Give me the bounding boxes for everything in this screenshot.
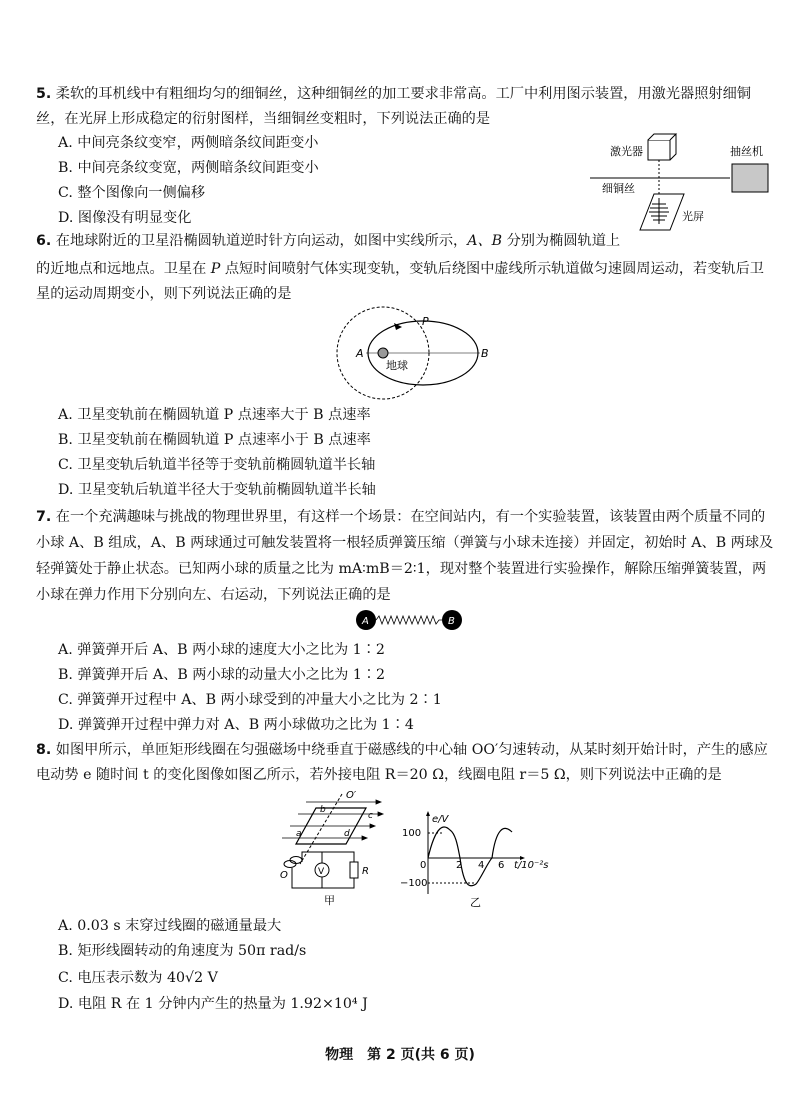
origin-label: 0 (420, 860, 427, 871)
point-b-label: B (481, 347, 489, 360)
question-5 (36, 82, 776, 132)
wire-label: 细铜丝 (602, 182, 635, 195)
question-8 (36, 738, 776, 788)
y-tick-neg100: −100 (400, 878, 428, 889)
option-b: B. 卫星变轨前在椭圆轨道 P 点速率小于 B 点速率 (58, 432, 371, 448)
question-6: 6. 在地球附近的卫星沿椭圆轨道逆时针方向运动，如图中实线所示，A、B 分别为椭圆轨道上 (36, 233, 621, 249)
label-a: a (296, 829, 302, 839)
resistor-r (350, 862, 358, 878)
sine-curve (428, 827, 512, 886)
label-b: b (320, 805, 326, 815)
wire-puller (732, 164, 768, 192)
earth-icon (378, 348, 388, 358)
coil-figure-jia (270, 790, 400, 908)
option-c: C. 弹簧弹开过程中 A、B 两小球受到的冲量大小之比为 2∶1 (58, 692, 442, 708)
option-b: B. 中间亮条纹变宽，两侧暗条纹间距变小 (58, 160, 319, 176)
figure-label-jia: 甲 (324, 894, 335, 907)
y-axis-label: e/V (432, 814, 449, 825)
orbit-figure (330, 305, 500, 405)
ball-a-label: A (362, 616, 369, 627)
option-d: D. 弹簧弹开过程中弹力对 A、B 两小球做功之比为 1∶4 (58, 717, 414, 733)
label-d: d (344, 829, 350, 839)
spring (376, 616, 442, 624)
question-stem: 柔软的耳机线中有粗细均匀的细铜丝，这种细铜丝的加工要求非常高。工厂中利用图示装置，用激光器照射细铜丝，在光屏上形成稳定的衍射图样，当细铜丝变粗时，下列说法正确的是 (36, 86, 751, 127)
laser-device (648, 134, 676, 160)
laser-label: 激光器 (610, 145, 643, 158)
option-d: D. 图像没有明显变化 (58, 210, 192, 226)
point-a-label: A (356, 347, 364, 360)
x-tick-2: 2 (456, 860, 463, 871)
option-d: D. 电阻 R 在 1 分钟内产生的热量为 1.92×10⁴ J (58, 996, 368, 1012)
x-tick-6: 6 (498, 860, 505, 871)
puller-label: 抽丝机 (730, 145, 763, 158)
diffraction-apparatus-figure (590, 128, 780, 238)
option-b: B. 弹簧弹开后 A、B 两小球的动量大小之比为 1∶2 (58, 667, 386, 683)
question-number: 5. (36, 86, 52, 102)
option-d: D. 卫星变轨后轨道半径大于变轨前椭圆轨道半长轴 (58, 482, 376, 498)
question-7 (36, 504, 776, 608)
question-stem: 在一个充满趣味与挑战的物理世界里，有这样一个场景：在空间站内，有一个实验装置，该装置由两个质量不同的小球 A、B 组成，A、B 两球通过可触发装置将一根轻质弹簧压缩（弹簧与小球未连接）并固定，初始时 A、B 两球及轻弹簧处于静止状态。已知两小球的质量之比为 mA∶mB＝2∶1，现对整个装置进行实验操作，解除压缩弹簧装置，两小球在弹力作用下分别向左、右运动，下列说法正确的是 (36, 509, 774, 603)
spring-balls-figure (350, 608, 468, 632)
point-p-label: P (422, 315, 429, 328)
earth-label: 地球 (386, 359, 408, 372)
option-a: A. 中间亮条纹变窄，两侧暗条纹间距变小 (58, 135, 319, 151)
emf-graph-yi (400, 810, 572, 910)
question-number: 6. (36, 233, 52, 249)
label-c: c (368, 811, 373, 821)
question-number: 8. (36, 742, 52, 758)
question-6-cont: 的近地点和远地点。卫星在 P 点短时间喷射气体实现变轨，变轨后绕图中虚线所示轨道做匀速圆周运动，若变轨后卫星的运动周期变小，则下列说法正确的是 (36, 261, 764, 302)
question-stem: 如图甲所示，单匝矩形线圈在匀强磁场中绕垂直于磁感线的中心轴 OO′匀速转动，从某时刻开始计时，产生的感应电动势 e 随时间 t 的变化图像如图乙所示，若外接电阻 R＝20 Ω，线圈电阻 r＝5 Ω，则下列说法中正确的是 (36, 742, 768, 783)
voltmeter-label: V (318, 867, 325, 877)
page-footer: 物理 第 2 页(共 6 页) (325, 1047, 475, 1063)
option-a: A. 0.03 s 末穿过线圈的磁通量最大 (58, 918, 282, 934)
y-tick-100: 100 (402, 828, 422, 839)
x-tick-4: 4 (478, 860, 485, 871)
resistor-label: R (362, 866, 369, 877)
option-c: C. 卫星变轨后轨道半径等于变轨前椭圆轨道半长轴 (58, 457, 376, 473)
label-o-prime: O′ (346, 790, 357, 801)
option-c: C. 电压表示数为 40√2 V (58, 970, 218, 986)
ball-b-label: B (448, 616, 455, 627)
label-o: O (280, 870, 288, 881)
screen-label: 光屏 (682, 210, 704, 223)
option-a: A. 卫星变轨前在椭圆轨道 P 点速率大于 B 点速率 (58, 407, 371, 423)
option-a: A. 弹簧弹开后 A、B 两小球的速度大小之比为 1∶2 (58, 642, 385, 658)
x-axis-label: t/10⁻²s (514, 860, 549, 871)
option-c: C. 整个图像向一侧偏移 (58, 185, 206, 201)
option-b: B. 矩形线圈转动的角速度为 50π rad/s (58, 943, 307, 959)
question-number: 7. (36, 509, 52, 525)
figure-label-yi: 乙 (470, 896, 481, 909)
